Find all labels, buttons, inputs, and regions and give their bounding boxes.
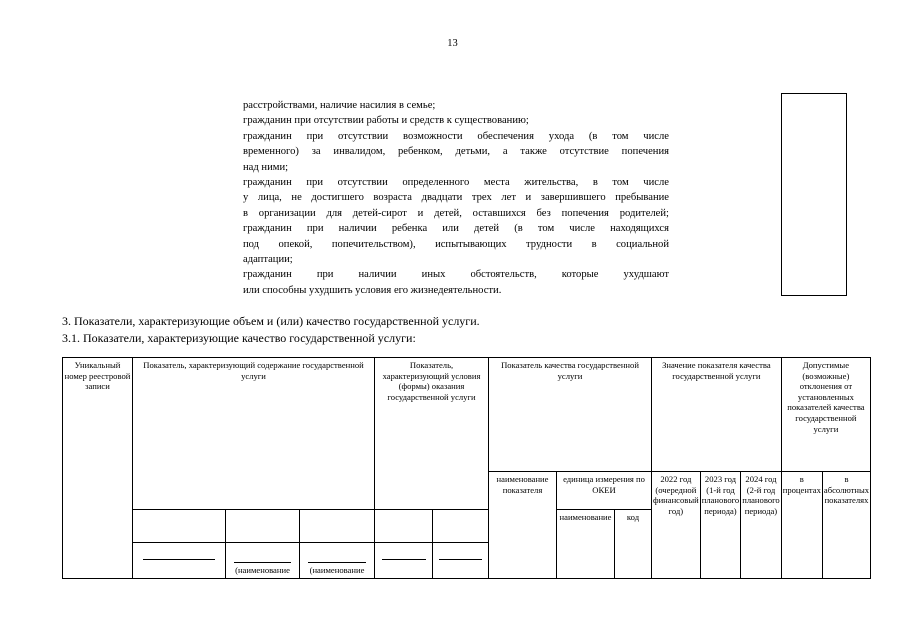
section-heading-3: 3. Показатели, характеризующие объем и (или) качество государственной услуги.	[62, 314, 480, 328]
text-line: у лица, не достигшего возраста двадцати трех лет и завершившего пребывание	[243, 192, 669, 204]
content-placeholder-2	[226, 543, 300, 579]
text-line: или способны ухудшить условия его жизнедеятельности.	[243, 284, 502, 296]
conditions-col-1	[375, 510, 433, 543]
conditions-col-2	[433, 510, 489, 543]
header-unique-number: Уникальный номер реестровой записи	[63, 358, 133, 579]
header-content-indicator: Показатель, характеризующий содержание государственной услуги	[133, 358, 375, 510]
conditions-placeholder-1	[375, 543, 433, 579]
content-placeholder-1	[133, 543, 226, 579]
header-year-2023: 2023 год (1-й год планового периода)	[700, 472, 741, 579]
blank-line	[234, 562, 291, 563]
header-year-2022: 2022 год (очередной финансовый год)	[652, 472, 701, 579]
header-deviation-percent: в процентах	[781, 472, 822, 579]
header-indicator-value: Значение показателя качества государственной услуги	[652, 358, 782, 472]
text-line: над ними;	[243, 161, 289, 173]
content-placeholder-3	[300, 543, 375, 579]
content-col-3	[300, 510, 375, 543]
text-line: гражданин при отсутствии работы и средств к существованию;	[243, 115, 529, 127]
text-line: гражданин при наличии ребенка или детей (в том числе находящихся	[243, 223, 669, 235]
placeholder-name-label: (наименование	[309, 565, 365, 576]
section-heading-3-1: 3.1. Показатели, характеризующие качество государственной услуги:	[62, 331, 416, 345]
header-unit-okei: единица измерения по ОКЕИ	[557, 472, 652, 510]
quality-indicators-table-wrap	[62, 357, 871, 579]
content-col-1	[133, 510, 226, 543]
content-col-2	[226, 510, 300, 543]
header-deviation-absolute: в абсолютных показателях	[822, 472, 870, 579]
side-code-box	[781, 93, 847, 296]
body-text	[243, 98, 669, 298]
text-line: временного) за инвалидом, ребенком, детьми, а также отсутствие попечения	[243, 146, 669, 158]
text-line: расстройствами, наличие насилия в семье;	[243, 100, 436, 111]
header-quality-indicator: Показатель качества государственной услуги	[489, 358, 652, 472]
text-line: гражданин при отсутствии возможности обеспечения ухода (в том числе	[243, 130, 669, 142]
page-number: 13	[447, 38, 458, 49]
header-unit-code: код	[615, 510, 652, 579]
text-line: гражданин при отсутствии определенного места жительства, в том числе	[243, 177, 669, 189]
blank-line	[439, 559, 481, 560]
conditions-placeholder-2	[433, 543, 489, 579]
text-line: в организации для детей-сирот и детей, оставшихся без попечения родителей;	[243, 207, 669, 219]
text-line: адаптации;	[243, 254, 293, 266]
header-conditions-indicator: Показатель, характеризующий условия (формы) оказания государственной услуги	[375, 358, 489, 510]
placeholder-name-label: (наименование	[235, 565, 290, 576]
blank-line	[382, 559, 426, 560]
quality-indicators-table	[62, 357, 871, 579]
blank-line	[308, 562, 366, 563]
text-line: гражданин при наличии иных обстоятельств, которые ухудшают	[243, 269, 669, 281]
blank-line	[143, 559, 215, 560]
text-line: под опекой, попечительством), испытывающих трудности в социальной	[243, 238, 669, 250]
header-indicator-name: наименование показателя	[489, 472, 557, 579]
header-unit-name: наименование	[557, 510, 615, 579]
header-allowed-deviation: Допустимые (возможные) отклонения от установленных показателей качества государственной услуги	[781, 358, 870, 472]
header-year-2024: 2024 год (2-й год планового периода)	[741, 472, 782, 579]
